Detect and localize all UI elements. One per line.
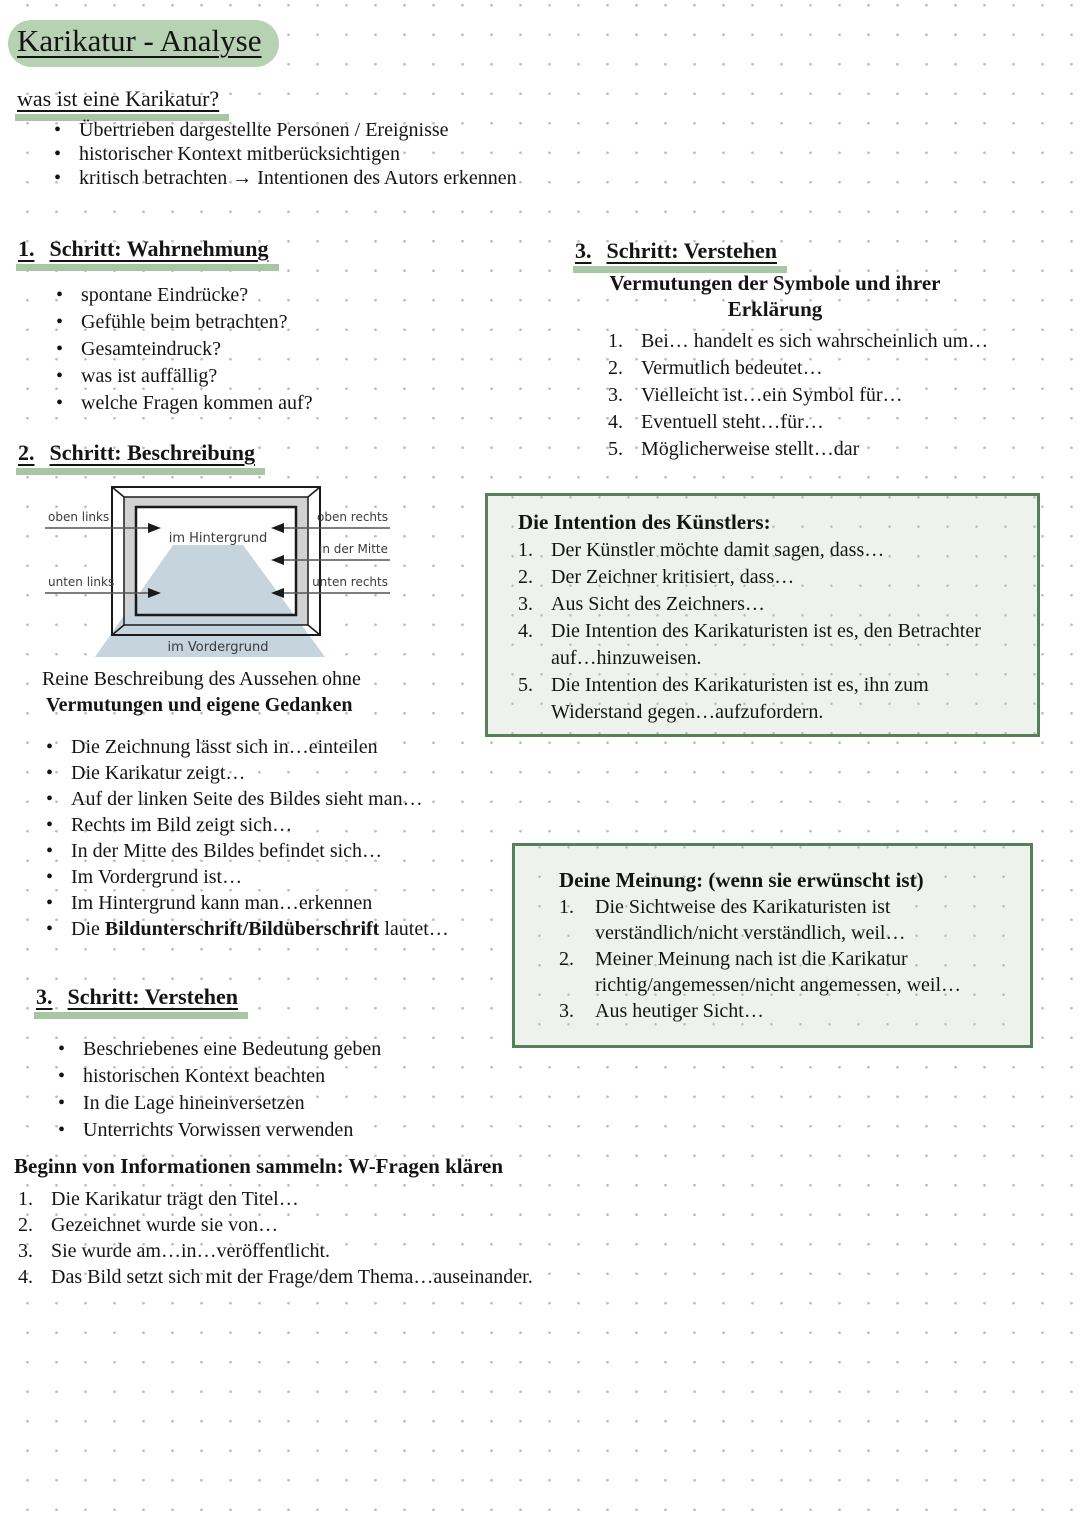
symbols-subheading: Vermutungen der Symbole und ihrer Erklärung [609,271,941,321]
box-heading: Deine Meinung: (wenn sie erwünscht ist) [559,868,924,892]
numbered-item: 1. Die Sichtweise des Karikaturisten ist verständlich/nicht verständlich, weil… [559,896,906,944]
list-item: • Rechts im Bild zeigt sich… [44,812,514,838]
list-item: • historischen Kontext beachten [56,1063,476,1090]
numbered-item: 2. Gezeichnet wurde sie von… [18,1214,279,1236]
intro-heading: was ist eine Karikatur? [15,86,229,121]
numbered-item: 1. Der Künstler möchte damit sagen, dass… [518,539,885,561]
numbered-item: 4. Das Bild setzt sich mit der Frage/dem Thema…auseinander. [18,1266,533,1288]
list-item: • Übertrieben dargestellte Personen / Ereignisse [52,118,612,142]
numbered-item: 3. Vielleicht ist…ein Symbol für… [608,384,903,406]
list-item: • welche Fragen kommen auf? [54,390,474,417]
diagram-label: in der Mitte [319,542,388,556]
numbered-item: 3. Aus heutiger Sicht… [559,1000,764,1022]
note-line: Vermutungen und eigene Gedanken [46,694,353,716]
list-item: • Auf der linken Seite des Bildes sieht man… [44,786,514,812]
step3-left-bullet-list [56,1036,476,1144]
frame-diagram [42,480,394,660]
numbered-item: 4. Die Intention des Karikaturisten ist es, den Betrachter auf…hinzuweisen. [518,620,981,669]
list-item: • kritisch betrachten → Intentionen des Autors erkennen [52,166,612,190]
list-item: • Im Hintergrund kann man…erkennen [44,890,514,916]
list-item: • spontane Eindrücke? [54,282,474,309]
diagram-label: unten links [48,575,115,589]
page-title [8,20,279,67]
diagram-label: im Vordergrund [167,640,269,655]
numbered-item: 2. Vermutlich bedeutet… [608,357,823,379]
list-item: • historischer Kontext mitberücksichtigen [52,142,612,166]
note-line: Reine Beschreibung des Aussehen ohne [42,668,361,690]
numbered-item: 3. Aus Sicht des Zeichners… [518,593,765,615]
title-highlight [8,20,279,67]
numbered-item: 2. Der Zeichner kritisiert, dass… [518,566,795,588]
description-note [42,666,462,718]
symbols-list [608,328,1048,463]
list-item: • Die Karikatur zeigt… [44,760,514,786]
numbered-item: 3. Sie wurde am…in…veröffentlicht. [18,1240,331,1262]
diagram-label: oben rechts [317,510,388,524]
list-item: • Gefühle beim betrachten? [54,309,474,336]
box-heading: Die Intention des Künstlers: [518,510,771,534]
opinion-box [512,843,1033,1048]
step3-left-heading: 3. Schritt: Verstehen [34,984,248,1019]
intention-box [485,493,1040,737]
list-item: • Gesamteindruck? [54,336,474,363]
list-item: • Unterrichts Vorwissen verwenden [56,1117,476,1144]
diagram-label: oben links [48,510,110,524]
step3-right-heading: 3. Schritt: Verstehen [573,238,787,273]
list-item: • In der Mitte des Bildes befindet sich… [44,838,514,864]
list-item: • was ist auffällig? [54,363,474,390]
step1-heading: 1. Schritt: Wahrnehmung [16,236,279,271]
wfragen-list [18,1186,618,1290]
list-item: • Die Bildunterschrift/Bildüberschrift lautet… [44,916,514,942]
list-item: • Im Vordergrund ist… [44,864,514,890]
step2-heading: 2. Schritt: Beschreibung [16,440,265,475]
step2-bullet-list [44,734,514,942]
wfragen-heading: Beginn von Informationen sammeln: W-Fragen klären [14,1154,504,1178]
numbered-item: 1. Bei… handelt es sich wahrscheinlich um… [608,330,989,352]
list-item: • Beschriebenes eine Bedeutung geben [56,1036,476,1063]
title-text: Karikatur - Analyse [17,23,262,58]
numbered-item: 2. Meiner Meinung nach ist die Karikatur richtig/angemessen/nicht angemessen, weil… [559,948,962,996]
numbered-item: 4. Eventuell steht…für… [608,411,824,433]
step1-bullet-list [54,282,474,417]
diagram-label: unten rechts [312,575,388,589]
diagram-label: im Hintergrund [168,531,268,546]
numbered-item: 1. Die Karikatur trägt den Titel… [18,1188,299,1210]
list-item: • Die Zeichnung lässt sich in…einteilen [44,734,514,760]
numbered-item: 5. Die Intention des Karikaturisten ist es, ihn zum Widerstand gegen…aufzufordern. [518,674,929,723]
list-item: • In die Lage hineinversetzen [56,1090,476,1117]
intro-bullet-list [52,118,612,190]
numbered-item: 5. Möglicherweise stellt…dar [608,438,860,460]
